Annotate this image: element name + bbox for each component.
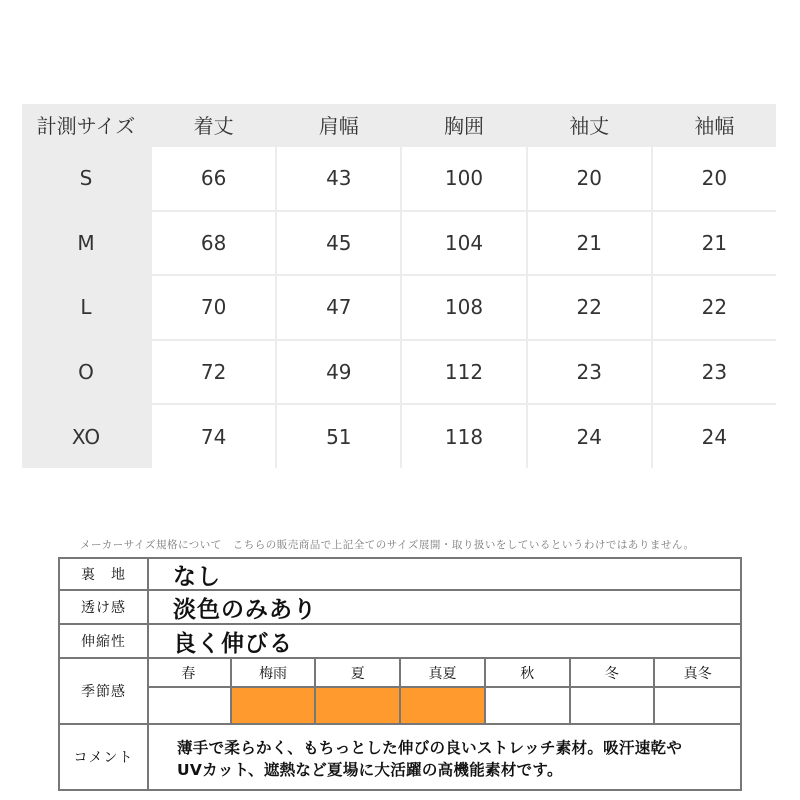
table-cell: 108: [402, 276, 525, 339]
table-cell: 100: [402, 147, 525, 210]
stretch-label: 伸縮性: [60, 625, 149, 657]
table-cell: 23: [528, 341, 651, 404]
season-row: [60, 659, 740, 725]
table-cell: 70: [152, 276, 275, 339]
table-cell: 20: [653, 147, 776, 210]
season-grid: [147, 659, 740, 723]
header-shoulder: 肩幅: [277, 104, 400, 145]
size-label: O: [22, 341, 150, 404]
table-cell: 21: [528, 212, 651, 275]
header-length: 着丈: [152, 104, 275, 145]
table-cell: 72: [152, 341, 275, 404]
size-label: L: [22, 276, 150, 339]
size-table: [22, 104, 776, 468]
table-cell: 22: [528, 276, 651, 339]
table-cell: 21: [653, 212, 776, 275]
stretch-value: 良く伸びる: [173, 630, 293, 657]
season-summer: 夏: [316, 659, 401, 688]
size-label: S: [22, 147, 150, 210]
table-cell: 20: [528, 147, 651, 210]
table-cell: 74: [152, 405, 275, 468]
comment-row: [60, 725, 740, 789]
comment-line: UVカット、遮熱など夏場に大活躍の高機能素材です。: [177, 761, 563, 779]
season-indicator: [316, 688, 401, 723]
lining-row: [60, 559, 740, 591]
header-sleeve-width: 袖幅: [653, 104, 776, 145]
product-info-table: [58, 557, 742, 791]
sheer-label: 透け感: [60, 591, 149, 623]
size-label: XO: [22, 405, 150, 468]
season-spring: 春: [147, 659, 232, 688]
table-cell: 47: [277, 276, 400, 339]
table-cell: 66: [152, 147, 275, 210]
table-cell: 68: [152, 212, 275, 275]
lining-label: 裏 地: [60, 559, 149, 589]
sheer-row: [60, 591, 740, 625]
comment-line: 薄手で柔らかく、もちっとした伸びの良いストレッチ素材。吸汗速乾や: [177, 739, 683, 757]
table-cell: 43: [277, 147, 400, 210]
table-cell: 118: [402, 405, 525, 468]
season-midwinter: 真冬: [655, 659, 740, 688]
header-sleeve-length: 袖丈: [528, 104, 651, 145]
table-cell: 22: [653, 276, 776, 339]
size-label: M: [22, 212, 150, 275]
season-indicator: [401, 688, 486, 723]
comment-text: [147, 725, 740, 789]
season-indicator: [486, 688, 571, 723]
table-cell: 51: [277, 405, 400, 468]
lining-value: なし: [173, 563, 221, 590]
table-cell: 49: [277, 341, 400, 404]
table-cell: 24: [528, 405, 651, 468]
table-cell: 45: [277, 212, 400, 275]
season-indicator: [655, 688, 740, 723]
season-indicator: [232, 688, 317, 723]
size-header-label: 計測サイズ: [22, 104, 150, 145]
table-cell: 24: [653, 405, 776, 468]
season-rainy: 梅雨: [232, 659, 317, 688]
season-indicator: [571, 688, 656, 723]
table-cell: 23: [653, 341, 776, 404]
table-cell: 112: [402, 341, 525, 404]
header-chest: 胸囲: [402, 104, 525, 145]
sheer-value: 淡色のみあり: [173, 596, 317, 623]
season-autumn: 秋: [486, 659, 571, 688]
stretch-row: [60, 625, 740, 659]
maker-size-note: メーカーサイズ規格について こちらの販売商品で上記全てのサイズ展開・取り扱いをしているというわけではありません。: [80, 539, 695, 551]
season-label: 季節感: [60, 659, 149, 723]
season-midsummer: 真夏: [401, 659, 486, 688]
table-cell: 104: [402, 212, 525, 275]
comment-label: コメント: [60, 725, 149, 789]
season-indicator: [147, 688, 232, 723]
season-winter: 冬: [571, 659, 656, 688]
